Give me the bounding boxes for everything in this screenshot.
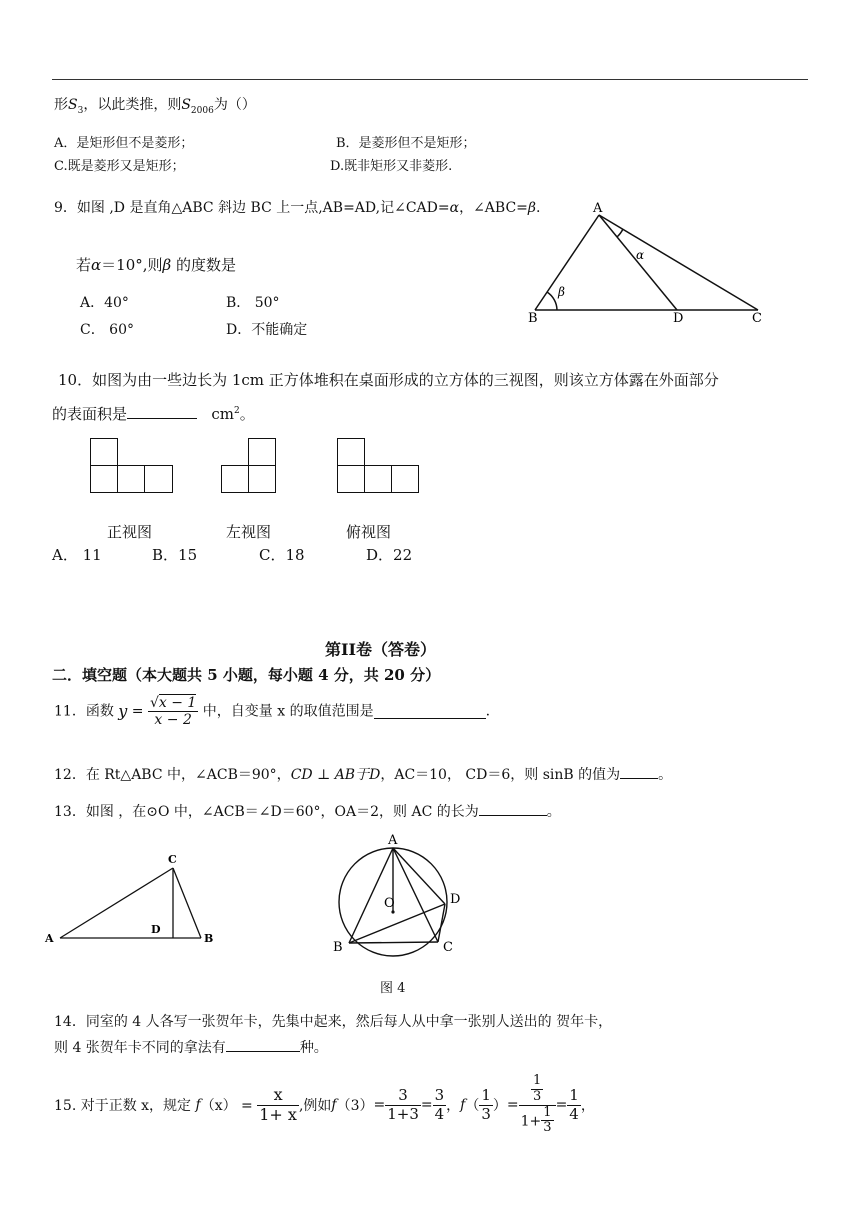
q10-option-a: A． 11	[52, 546, 102, 564]
q10-answer-blank[interactable]	[127, 404, 197, 419]
q10-stem-line2: 的表面积是 $cm^2$。	[52, 405, 255, 423]
left-view-label: 左视图	[226, 523, 272, 541]
q14-line1: 14．同室的 4 人各写一张贺年卡，先集中起来，然后每人从中拿一张别人送出的 贺年卡，	[54, 1014, 613, 1030]
q8-option-d: D.既非矩形又非菱形.	[330, 159, 453, 174]
q13-circle-figure	[326, 830, 476, 965]
q9-option-c: C． 60°	[80, 322, 134, 338]
front-view-label: 正视图	[107, 523, 153, 541]
q12-label-d: D	[151, 923, 161, 936]
q13-label-b: B	[333, 940, 343, 955]
q9-label-a: A	[593, 201, 603, 216]
q9-label-beta: β	[558, 285, 565, 299]
q10-stem-line1: 10．如图为由一些边长为 1cm 正方体堆积在桌面形成的立方体的三视图，则该立方体露在外面部分	[58, 371, 719, 389]
q13-label-c: C	[443, 940, 453, 955]
question-8-stem-continuation: 形$S_3$，以此类推，则$S_{2006}$为（）	[54, 97, 256, 116]
section-2-title: 第II卷（答卷）	[325, 640, 436, 659]
figure-caption: 图 4	[380, 981, 406, 996]
q15: 15. 对于正数 x，规定 f （x） = $\frac{x}{1+ x}$ ,例如 f （3） = $\frac{3}{1+3}$ = $\frac{3}{4}$ ， f （ $\frac{1}{3}$ ） = $\frac{1}{3}$ 1+ $\frac{1}{3}$ = $\frac{1}{4}$ ，	[54, 1072, 595, 1136]
q9-edge-ad	[599, 215, 677, 310]
q9-edge-ab	[535, 215, 599, 310]
section-2-heading: 二．填空题（本大题共 5 小题，每小题 4 分，共 20 分）	[52, 666, 441, 684]
q8-option-a: A．是矩形但不是菱形；	[54, 136, 194, 151]
q8-option-c: C.既是菱形又是矩形；	[54, 159, 185, 174]
q12: 12．在 Rt△ABC 中，∠ACB＝90°，CD ⊥ AB于D，AC＝10， CD＝6，则 sinB 的值为 。	[54, 764, 672, 784]
q13-chord-ad	[393, 848, 445, 904]
q9-triangle-figure	[520, 200, 780, 325]
q13-chord-ac	[393, 848, 438, 942]
front-view-square	[117, 465, 145, 493]
header-rule	[52, 79, 808, 80]
q14-answer-blank[interactable]	[226, 1037, 300, 1052]
top-view-square	[337, 465, 365, 493]
q9-label-b: B	[528, 311, 538, 325]
q8-option-b: B．是菱形但不是矩形；	[336, 136, 476, 151]
top-view-label: 俯视图	[346, 523, 392, 541]
q9-angle-beta-arc	[547, 292, 557, 310]
q9-option-d: D．不能确定	[226, 322, 308, 338]
q13-answer-blank[interactable]	[479, 801, 547, 816]
q13-label-o: O	[384, 896, 395, 911]
q9-option-b: B． 50°	[226, 295, 280, 311]
q11: 11．函数 y = $\frac{√x - 1}{x - 2}$ 中，自变量 x 的取值范围是 .	[54, 695, 491, 729]
q13: 13．如图 ，在⊙O 中，∠ACB＝∠D＝60°，OA＝2，则 AC 的长为 。	[54, 801, 561, 821]
left-view-square	[248, 438, 276, 466]
q10-option-b: B．15	[152, 546, 198, 564]
q9-label-d: D	[673, 311, 684, 325]
q12-label-a: A	[45, 932, 54, 945]
front-view-square	[144, 465, 173, 493]
q9-label-c: C	[752, 311, 762, 325]
q9-label-alpha: α	[636, 248, 645, 262]
q13-label-d: D	[450, 892, 461, 907]
left-view-square	[248, 465, 276, 493]
front-view-square	[90, 465, 118, 493]
q9-stem: 9．如图 ,D 是直角△ABC 斜边 BC 上一点,AB=AD,记∠CAD=α，∠ABC=β.	[54, 200, 541, 216]
q10-option-d: D．22	[366, 546, 413, 564]
q14-line2: 则 4 张贺年卡不同的拿法有 种。	[54, 1037, 328, 1057]
q11-answer-blank[interactable]	[374, 704, 486, 719]
q13-chord-cd	[438, 904, 445, 942]
q12-label-c: C	[168, 853, 177, 866]
q10-option-c: C．18	[259, 546, 305, 564]
q12-right-triangle-figure	[40, 850, 230, 950]
q13-chord-bc	[349, 942, 438, 943]
q12-edge-cb	[173, 868, 201, 938]
front-view-square	[90, 438, 118, 466]
q13-label-a: A	[388, 833, 398, 848]
q9-option-a: A．40°	[80, 295, 129, 311]
q9-condition: 若α＝10°,则β 的度数是	[76, 256, 236, 274]
left-view-square	[221, 465, 249, 493]
top-view-square	[337, 438, 365, 466]
top-view-square	[364, 465, 392, 493]
top-view-square	[391, 465, 419, 493]
q13-chord-bd	[349, 904, 445, 943]
q12-answer-blank[interactable]	[620, 764, 658, 779]
q12-label-b: B	[204, 932, 214, 945]
q9-angle-alpha-arc	[617, 229, 623, 237]
